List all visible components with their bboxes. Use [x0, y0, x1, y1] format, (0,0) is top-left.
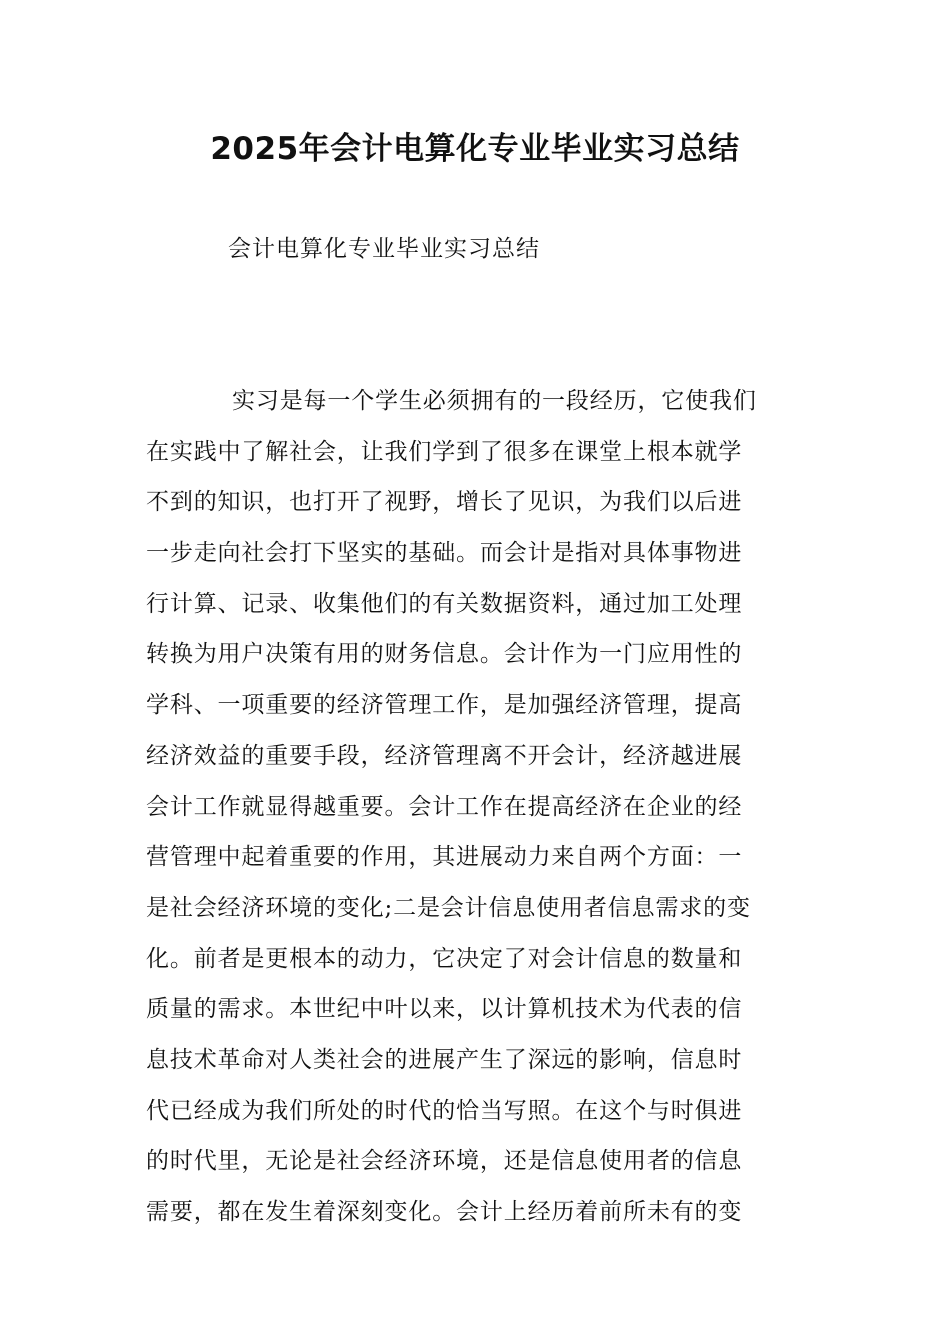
paragraph-line: 质量的需求。本世纪中叶以来，以计算机技术为代表的信 [146, 996, 743, 1023]
paragraph-line: 需要，都在发生着深刻变化。会计上经历着前所未有的变 [146, 1199, 743, 1225]
paragraph-line: 是社会经济环境的变化;二是会计信息使用者信息需求的变 [146, 894, 751, 921]
paragraph-line: 的时代里，无论是社会经济环境，还是信息使用者的信息 [146, 1148, 743, 1175]
paragraph-line: 代已经成为我们所处的时代的恰当写照。在这个与时俱进 [146, 1097, 743, 1124]
paragraph-line: 会计工作就显得越重要。会计工作在提高经济在企业的经 [146, 793, 743, 820]
paragraph-line: 一步走向社会打下坚实的基础。而会计是指对具体事物进 [146, 540, 743, 567]
paragraph-line: 行计算、记录、收集他们的有关数据资料，通过加工处理 [146, 590, 743, 617]
paragraph-line: 息技术革命对人类社会的进展产生了深远的影响，信息时 [146, 1046, 743, 1073]
paragraph-line: 实习是每一个学生必须拥有的一段经历，它使我们 [232, 388, 757, 414]
body-paragraph [146, 376, 806, 1238]
document-title: 2025年会计电算化专业毕业实习总结 [210, 131, 740, 167]
paragraph-line: 化。前者是更根本的动力，它决定了对会计信息的数量和 [146, 945, 743, 972]
paragraph-line: 转换为用户决策有用的财务信息。会计作为一门应用性的 [146, 641, 743, 668]
paragraph-line: 营管理中起着重要的作用，其进展动力来自两个方面：一 [146, 844, 743, 871]
document-subtitle: 会计电算化专业毕业实习总结 [228, 236, 540, 262]
paragraph-line: 在实践中了解社会，让我们学到了很多在课堂上根本就学 [146, 438, 743, 465]
paragraph-line: 经济效益的重要手段，经济管理离不开会计，经济越进展 [146, 742, 743, 769]
paragraph-line: 学科、一项重要的经济管理工作，是加强经济管理，提高 [146, 692, 743, 719]
paragraph-line: 不到的知识，也打开了视野，增长了见识，为我们以后进 [146, 489, 743, 516]
